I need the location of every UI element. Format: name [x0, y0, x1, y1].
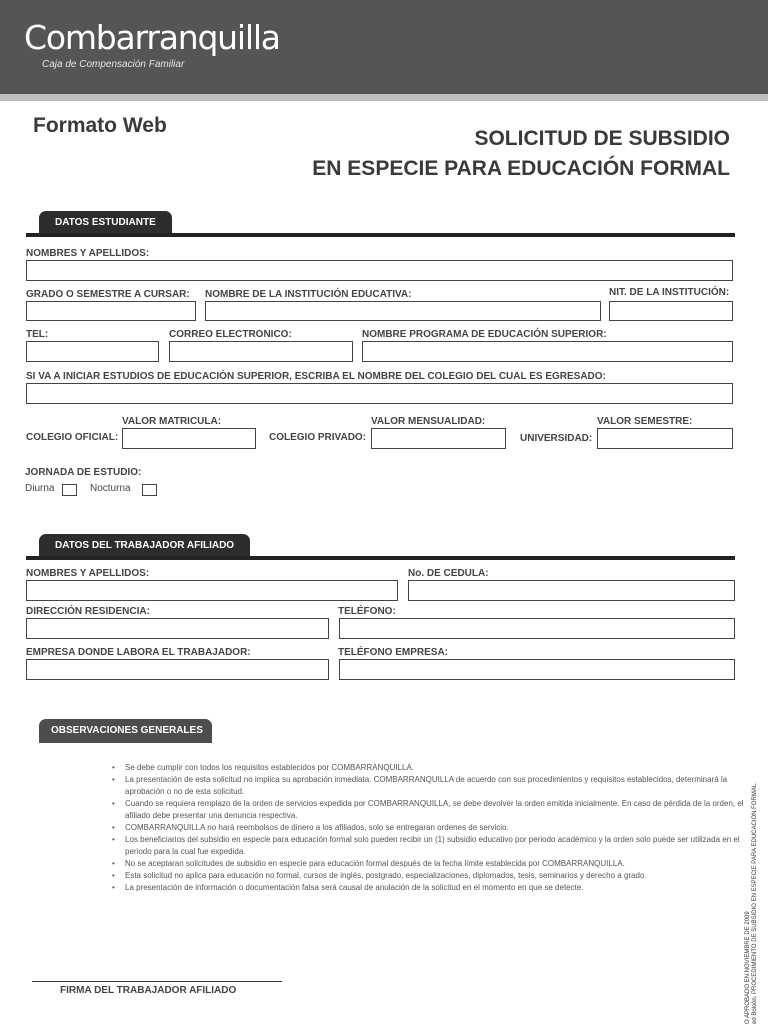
- label-colegio-egresado: SI VA A INICIAR ESTUDIOS DE EDUCACIÓN SUPERIOR, ESCRIBA EL NOMBRE DEL COLEGIO DEL CUAL ES EGRESADO:: [26, 371, 606, 382]
- input-grado[interactable]: [26, 301, 196, 321]
- section-tab-trabajador: DATOS DEL TRABAJADOR AFILIADO: [39, 534, 250, 558]
- input-valor-mensualidad[interactable]: [371, 428, 506, 449]
- label-nit: NIT. DE LA INSTITUCIÓN:: [609, 287, 730, 298]
- list-item: • La presentación de esta solicitud no implica su aprobación inmediata. COMBARRANQUILLA de acuerdo con sus procedimientos y requisitos establecidos, determinará la aprobación o no de esta solicitud.: [112, 774, 762, 798]
- logo-text: Combarranquilla: [24, 18, 280, 57]
- input-cedula[interactable]: [408, 580, 735, 601]
- input-telefono-empresa[interactable]: [339, 659, 735, 680]
- label-jornada: JORNADA DE ESTUDIO:: [25, 467, 142, 478]
- input-colegio-egresado[interactable]: [26, 383, 733, 404]
- list-item: • COMBARRANQUILLA no hará reembolsos de dinero a los afiliados, solo se entregaran ordenes de servicio.: [112, 822, 762, 834]
- title-line-1: SOLICITUD DE SUBSIDIO: [474, 127, 730, 150]
- input-empresa[interactable]: [26, 659, 329, 680]
- label-empresa: EMPRESA DONDE LABORA EL TRABAJADOR:: [26, 647, 251, 658]
- label-nombres-trabajador: NOMBRES Y APELLIDOS:: [26, 568, 150, 579]
- list-item: • No se aceptaran solicitudes de subsidio en especie para educación formal después de la fecha límite establecida por COMBARRANQUILLA.: [112, 858, 762, 870]
- section-divider-trabajador: [26, 556, 735, 560]
- observaciones-list: [112, 762, 762, 894]
- formato-web-label: Formato Web: [33, 114, 167, 137]
- input-tel[interactable]: [26, 341, 159, 362]
- input-nit[interactable]: [609, 301, 733, 321]
- list-item: • Cuando se requiera remplazo de la orden de servicios expedida por COMBARRANQUILLA, se debe devolver la orden emitida inicialmente. En caso de pérdida de la orden, el afiliado debe presentar una denuncia respectiva.: [112, 798, 762, 822]
- vertical-note-line-1: O APROBADO EN NOVIEMBRE DE 2009: [745, 911, 751, 1024]
- label-valor-mensualidad: VALOR MENSUALIDAD:: [371, 416, 486, 427]
- list-item: • Se debe cumplir con todos los requisitos establecidos por COMBARRANQUILLA.: [112, 762, 762, 774]
- list-item: • Esta solicitud no aplica para educación no formal, cursos de inglés, postgrado, especializaciones, diplomados, tesis, seminarios y derecho a grado.: [112, 870, 762, 882]
- page-title: [312, 124, 730, 184]
- label-colegio-privado: COLEGIO PRIVADO:: [269, 432, 367, 443]
- label-colegio-oficial: COLEGIO OFICIAL:: [26, 432, 119, 443]
- label-valor-semestre: VALOR SEMESTRE:: [597, 416, 693, 427]
- label-firma: FIRMA DEL TRABAJADOR AFILIADO: [60, 985, 237, 996]
- label-universidad: UNIVERSIDAD:: [520, 433, 593, 444]
- header-divider: [0, 94, 768, 101]
- section-tab-observaciones: OBSERVACIONES GENERALES: [39, 719, 212, 743]
- input-valor-semestre[interactable]: [597, 428, 733, 449]
- label-cedula: No. DE CEDULA:: [408, 568, 489, 579]
- label-direccion: DIRECCIÓN RESIDENCIA:: [26, 606, 150, 617]
- list-item: • Los beneficiarios del subsidio en especie para educación formal solo pueden recibir un (1) subsidio educativo por periodo académico y la orden solo puede ser utilizada en el periodo para la cual fue expedida.: [112, 834, 762, 858]
- input-correo[interactable]: [169, 341, 353, 362]
- list-item: • La presentación de información o documentación falsa será causal de anulación de la solicitud en el momento en que se detecte.: [112, 882, 762, 894]
- input-direccion[interactable]: [26, 618, 329, 639]
- signature-line[interactable]: [32, 981, 282, 982]
- input-nombres-estudiante[interactable]: [26, 260, 733, 281]
- label-tel: TEL:: [26, 329, 49, 340]
- title-line-2: EN ESPECIE PARA EDUCACIÓN FORMAL: [312, 157, 730, 180]
- input-institucion[interactable]: [205, 301, 601, 321]
- input-valor-matricula[interactable]: [122, 428, 256, 449]
- label-telefono: TELÉFONO:: [338, 606, 396, 617]
- input-telefono[interactable]: [339, 618, 735, 639]
- label-telefono-empresa: TELÉFONO EMPRESA:: [338, 647, 449, 658]
- vertical-margin-note: [745, 744, 759, 1024]
- label-valor-matricula: VALOR MATRICULA:: [122, 416, 222, 427]
- logo-tagline: Caja de Compensación Familiar: [42, 59, 185, 70]
- input-nombres-trabajador[interactable]: [26, 580, 398, 601]
- label-grado: GRADO O SEMESTRE A CURSAR:: [26, 289, 190, 300]
- checkbox-nocturna[interactable]: [142, 484, 157, 496]
- label-programa: NOMBRE PROGRAMA DE EDUCACIÓN SUPERIOR:: [362, 329, 607, 340]
- section-divider-estudiante: [26, 233, 735, 237]
- label-correo: CORREO ELECTRONICO:: [169, 329, 292, 340]
- vertical-note-line-2: ed Bolsón. PROCEDIMIENTO DE SUBSIDIO EN ESPECIE PARA EDUCACIÓN FORMAL.: [752, 782, 758, 1024]
- header-bar: [0, 0, 768, 94]
- section-tab-estudiante: DATOS ESTUDIANTE: [39, 211, 172, 235]
- label-diurna: Diurna: [25, 483, 55, 494]
- label-nocturna: Nocturna: [90, 483, 131, 494]
- label-nombres-estudiante: NOMBRES Y APELLIDOS:: [26, 248, 150, 259]
- checkbox-diurna[interactable]: [62, 484, 77, 496]
- input-programa[interactable]: [362, 341, 733, 362]
- label-institucion: NOMBRE DE LA INSTITUCIÓN EDUCATIVA:: [205, 289, 412, 300]
